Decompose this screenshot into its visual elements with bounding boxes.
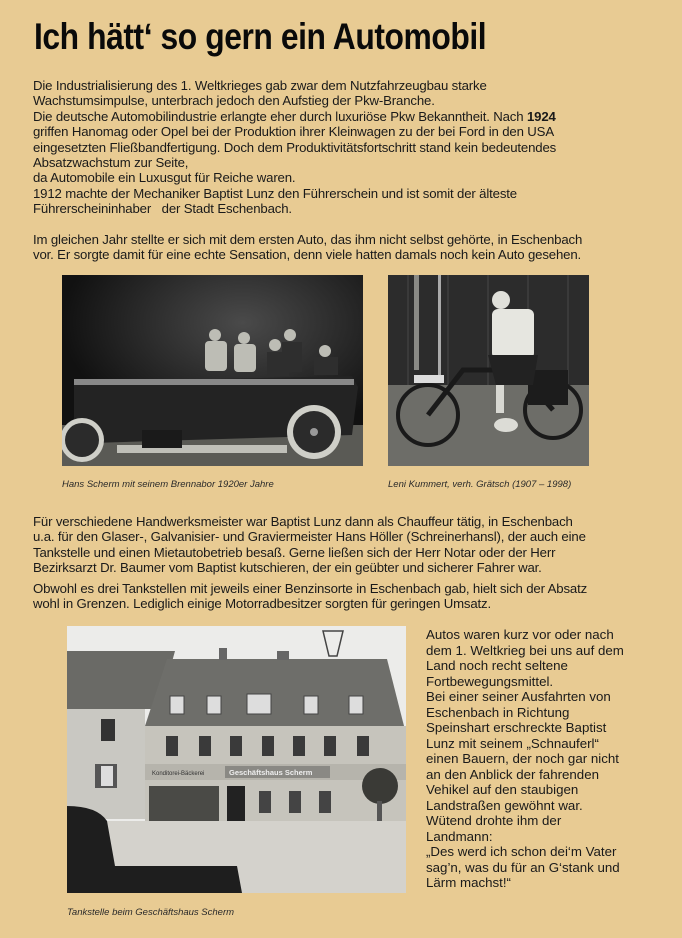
text-line: Die Industrialisierung des 1. Weltkrieges gab zwar dem Nutzfahrzeugbau starke: [33, 78, 487, 93]
gas-stations-paragraph: [33, 581, 643, 612]
sidebar-story: [426, 627, 651, 891]
text-line: Landstraßen gewöhnt war.: [426, 797, 583, 813]
building-photo-image: [67, 626, 406, 893]
text-line: Bei einer seiner Ausfahrten von: [426, 689, 611, 704]
text-line: Die deutsche Automobilindustrie erlangte eher durch luxuriöse Pkw Bekanntheit. Nach 1924: [33, 108, 556, 124]
text-line: wohl in Grenzen. Lediglich einige Motorradbesitzer sorgten für geringen Umsatz.: [33, 596, 492, 612]
text-line: vor. Er sorgte damit für eine echte Sensation, denn viele hatten damals noch kein Auto gesehen.: [33, 247, 582, 263]
text-line: „Des werd ich schon dei‘m Vater: [426, 844, 617, 859]
car-photo-image: [62, 275, 363, 466]
license-paragraph: [33, 186, 643, 217]
text-line: Land noch recht seltene: [426, 658, 568, 673]
text-line: Absatzwachstum zur Seite,: [33, 155, 189, 171]
text-line: Wachstumsimpulse, unterbrach jedoch den Aufstieg der Pkw-Branche.: [33, 93, 435, 109]
first-car-paragraph: [33, 232, 643, 263]
text-line: Für verschiedene Handwerksmeister war Baptist Lunz dann als Chauffeur tätig, in Eschenbach: [33, 514, 573, 529]
text-line: Im gleichen Jahr stellte er sich mit dem ersten Auto, das ihm nicht selbst gehörte, in Eschenbach: [33, 232, 583, 247]
text-line: Bezirksarzt Dr. Baumer vom Baptist kutschieren, der ein geübter und sicherer Fahrer war.: [33, 560, 542, 576]
text-line: da Automobile ein Luxusgut für Reiche waren.: [33, 170, 296, 186]
chauffeur-paragraph: [33, 514, 643, 576]
page-title: Ich hätt‘ so gern ein Automobil: [34, 16, 487, 57]
building-photo: [67, 626, 406, 893]
text-line: griffen Hanomag oder Opel bei der Produktion ihrer Kleinwagen zu der bei Ford in den USA: [33, 124, 554, 140]
motorcycle-photo-caption: Leni Kummert, verh. Grätsch (1907 – 1998): [388, 479, 572, 490]
text-line: Vehikel auf den staubigen: [426, 782, 579, 797]
text-line: Landmann:: [426, 828, 493, 844]
store-sign: Geschäftshaus Scherm: [229, 768, 313, 777]
intro-paragraph: [33, 78, 643, 186]
car-photo-caption: Hans Scherm mit seinem Brennabor 1920er Jahre: [62, 479, 274, 490]
text-line: Autos waren kurz vor oder nach: [426, 627, 614, 642]
text-line: Tankstelle und einen Mietautobetrieb besaß. Gerne ließen sich der Herr Notar oder der Herr: [33, 544, 556, 560]
text-line: u.a. für den Glaser-, Galvanisier- und Graviermeister Hans Höller (Schreinerhansl), der auch eine: [33, 529, 586, 545]
text-line: Speinshart erschreckte Baptist: [426, 720, 607, 735]
text-line: dem 1. Weltkrieg bei uns auf dem: [426, 642, 624, 658]
text-line: eingesetzten Fließbandfertigung. Doch dem Produktivitätsfortschritt stand kein bedeutendes: [33, 139, 557, 155]
text-line: 1912 machte der Mechaniker Baptist Lunz den Führerschein und ist somit der älteste: [33, 186, 517, 201]
text-line: Obwohl es drei Tankstellen mit jeweils einer Benzinsorte in Eschenbach gab, hielt sich der Absatz: [33, 581, 588, 596]
text-line: einen Bauern, der noch gar nicht: [426, 751, 619, 766]
text-line: Lärm machst!“: [426, 875, 511, 890]
motorcycle-photo-image: [388, 275, 589, 466]
text-line: an den Anblick der fahrenden: [426, 766, 599, 782]
text-line: Eschenbach in Richtung: [426, 704, 570, 720]
text-line: sag’n, was du für an G‘stank und: [426, 859, 620, 875]
bakery-sign: Konditorei-Bäckerei: [152, 771, 205, 777]
text-line: Fortbewegungsmittel.: [426, 673, 554, 689]
motorcycle-photo: [388, 275, 589, 466]
text-line: Führerscheininhaber der Stadt Eschenbach.: [33, 201, 292, 217]
text-line: Lunz mit seinem „Schnauferl“: [426, 735, 599, 751]
bold-year: 1924: [526, 108, 556, 124]
text-line: Wütend drohte ihm der: [426, 813, 562, 828]
building-photo-caption: Tankstelle beim Geschäftshaus Scherm: [67, 907, 235, 918]
car-photo: [62, 275, 363, 466]
